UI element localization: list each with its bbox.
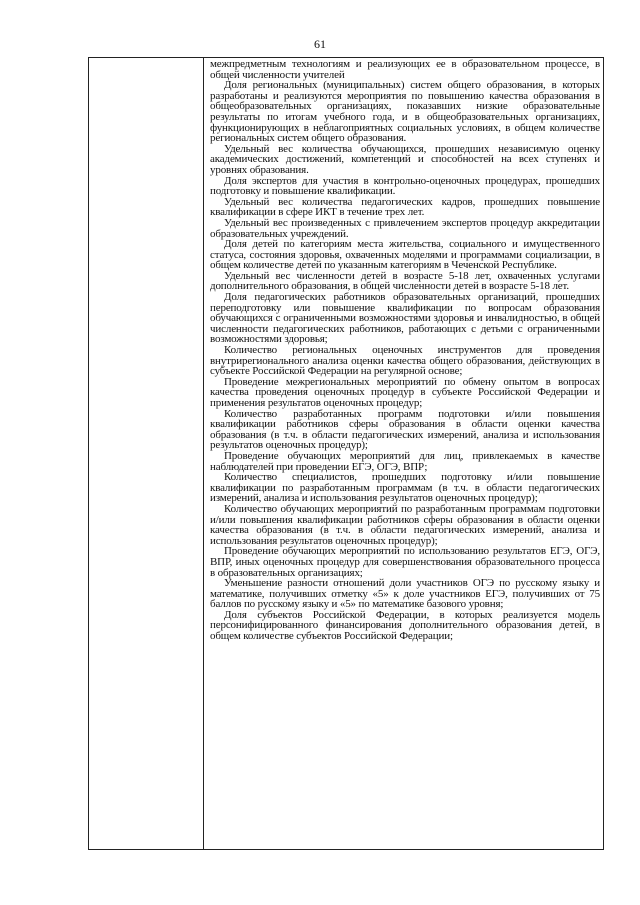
table-cell-text [210,59,600,642]
paragraph: Проведение обучающих мероприятий по использованию результатов ЕГЭ, ОГЭ, ВПР, иных оценочных процедур для совершенствования образовательного процесса в образовательных организациях; [210,545,600,579]
paragraph: Количество специалистов, прошедших подготовку и/или повышение квалификации по разработанным программам (в т.ч. в области педагогических измерений, анализа и использования результатов оценочных процедур); [210,471,600,505]
paragraph: Проведение межрегиональных мероприятий по обмену опытом в вопросах качества проведения оценочных процедур в субъекте Российской Федерации и применения результатов оценочных процедур; [210,375,600,409]
page-number: 61 [314,37,326,51]
paragraph: межпредметным технологиям и реализующих ее в образовательном процессе, в общей численности учителей [210,58,600,81]
paragraph: Удельный вес количества обучающихся, прошедших независимую оценку академических достижений, компетенций и способностей на всех ступенях и уровнях образования. [210,142,600,176]
paragraph: Удельный вес произведенных с привлечением экспертов процедур аккредитации образовательных учреждений. [210,216,600,240]
paragraph: Доля субъектов Российской Федерации, в которых реализуется модель персонифицированного финансирования дополнительного образования детей, в общем количестве субъектов Российской Федерации; [210,608,600,643]
paragraph: Доля экспертов для участия в контрольно-оценочных процедурах, прошедших подготовку и повышение квалификации. [210,174,600,198]
paragraph: Удельный вес численности детей в возрасте 5-18 лет, охваченных услугами дополнительного образования, в общей численности детей в возрасте 5-18 лет. [210,269,600,293]
paragraph: Количество обучающих мероприятий по разработанным программам подготовки и/или повышения квалификации работников сферы образования в области оценки качества образования (в т.ч. в области педагогических измерений, анализа и использования результатов оценочных процедур); [210,502,600,547]
paragraph: Удельный вес количества педагогических кадров, прошедших повышение квалификации в сфере ИКТ в течение трех лет. [210,195,600,219]
paragraph: Количество региональных оценочных инструментов для проведения внутрирегионального анализа оценки качества общего образования, действующих в субъекте Российской Федерации на регулярной основе; [210,344,600,378]
column-divider [203,58,204,849]
paragraph: Доля педагогических работников образовательных организаций, прошедших переподготовку или повышение квалификации по вопросам образования обучающихся с ограниченными возможностями здоровья и инвалидностью, в общей численности педагогических работников, работающих с детьми с ограниченными возможностями здоровья; [210,291,600,346]
paragraph: Проведение обучающих мероприятий для лиц, привлекаемых в качестве наблюдателей при проведении ЕГЭ, ОГЭ, ВПР; [210,449,600,473]
paragraph: Доля детей по категориям места жительства, социального и имущественного статуса, состояния здоровья, охваченных моделями и программами социализации, в общем количестве детей по указанным категориям в Чеченской Республике. [210,238,600,272]
paragraph: Количество разработанных программ подготовки и/или повышения квалификации работников сферы образования в области оценки качества образования (в т.ч. в области педагогических измерений, анализа и использования результатов оценочных процедур); [210,407,600,452]
table [88,57,604,850]
paragraph: Уменьшение разности отношений доли участников ОГЭ по русскому языку и математике, получивших отметку «5» к доле участников ЕГЭ, получивших от 75 баллов по русскому языку и «5» по математике базового уровня; [210,577,600,611]
paragraph: Доля региональных (муниципальных) систем общего образования, в которых разработаны и реализуются мероприятия по повышению качества образования в общеобразовательных организациях, показавших низкие образовательные результаты по итогам учебного года, и в общеобразовательных организациях, функционирующих в неблагоприятных социальных условиях, в общем количестве региональных систем общего образования. [210,79,600,145]
